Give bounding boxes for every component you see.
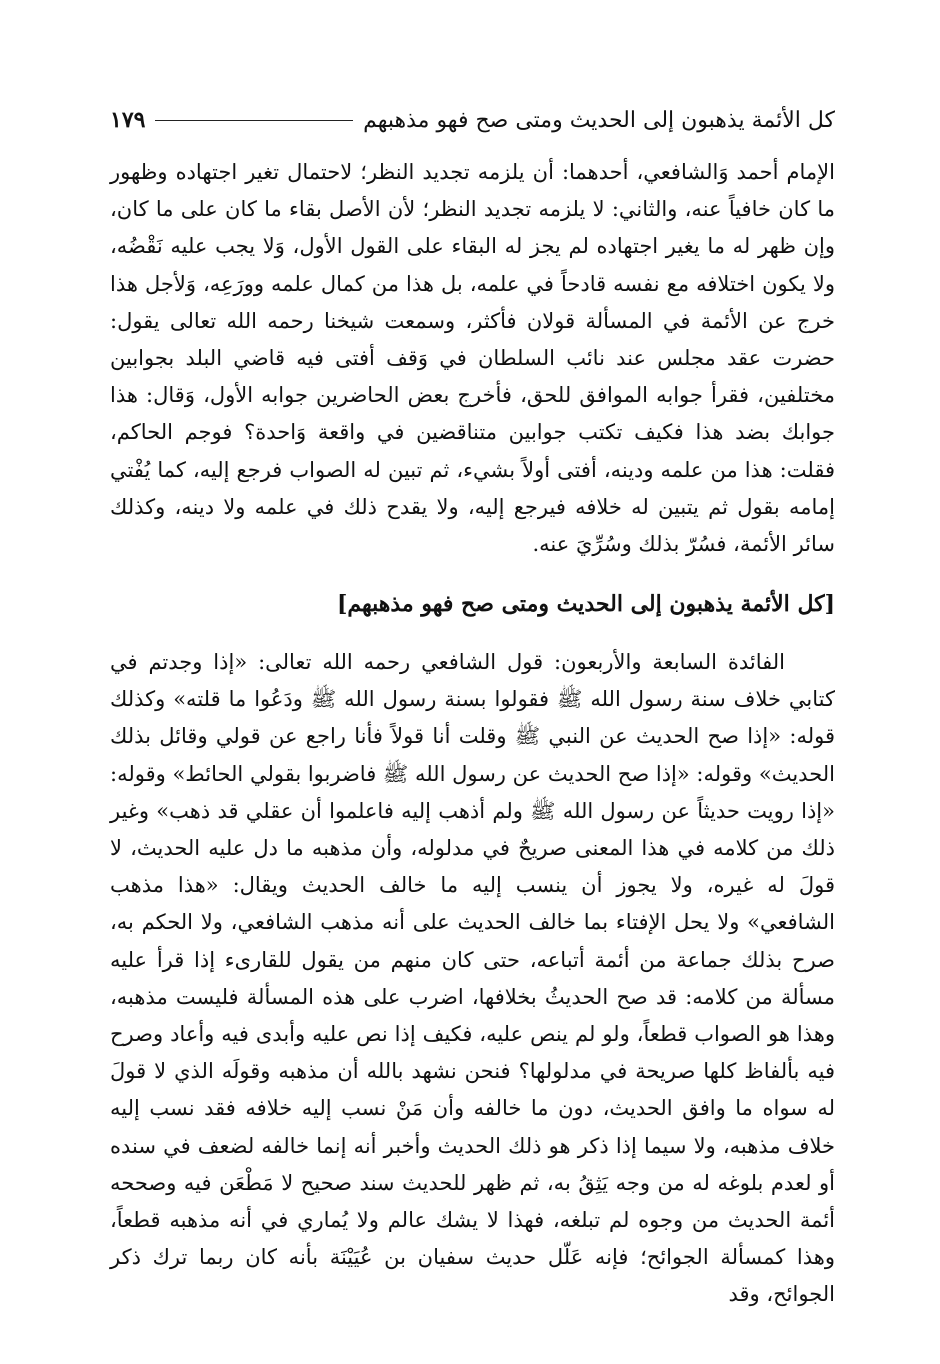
paragraph-1: الإمام أحمد وَالشافعي، أحدهما: أن يلزمه تجديد النظر؛ لاحتمال تغير اجتهاده وظهور ما كان خافياً عنه، والثاني: لا يلزمه تجديد النظر؛ لأن الأصل بقاء ما كان على ما كان، وإن ظهر له ما يغير اجتهاده لم يجز له البقاء على القول الأول، وَلا يجب عليه نَقْضُه، ولا يكون اختلافه مع نفسه قادحاً في علمه، بل هذا من كمال علمه وورَعِه، وَلأجل هذا خرج عن الأئمة في المسألة قولان فأكثر، وسمعت شيخنا رحمه الله تعالى يقول: حضرت عقد مجلس عند نائب السلطان في وَقف أفتى فيه قاضي البلد بجوابين مختلفين، فقرأ جوابه الموافق للحق، فأخرج بعض الحاضرين جوابه الأول، وَقال: هذا جوابك بضد هذا فكيف تكتب جوابين متناقضين في واقعة وَاحدة؟ فوجم الحاكم، فقلت: هذا من علمه ودينه، أفتى أولاً بشيء، ثم تبين له الصواب فرجع إليه، كما يُفْتي إمامه بقول ثم يتبين له خلافه فيرجع إليه، ولا يقدح ذلك في علمه ولا دينه، وكذلك سائر الأئمة، فسُرّ بذلك وسُرِّيَ عنه.	[110, 160, 835, 557]
paragraph-2: الفائدة السابعة والأربعون: قول الشافعي رحمه الله تعالى: «إذا وجدتم في كتابي خلاف سنة رسول الله ﷺ فقولوا بسنة رسول الله ﷺ ودَعُوا ما قلته» وكذلك قوله: «إذا صح الحديث عن النبي ﷺ وقلت أنا قولاً فأنا راجع عن قولي وقائل بذلك الحديث» وقوله: «إذا صح الحديث عن رسول الله ﷺ فاضربوا بقولي الحائط» وقوله: «إذا رويت حديثاً عن رسول الله ﷺ ولم أذهب إليه فاعلموا أن عقلي قد ذهب» وغير ذلك من كلامه في هذا المعنى صريحٌ في مدلوله، وأن مذهبه ما دل عليه الحديث، لا قولَ له غيره، ولا يجوز أن ينسب إليه ما خالف الحديث ويقال: «هذا مذهب الشافعي» ولا يحل الإفتاء بما خالف الحديث على أنه مذهب الشافعي، ولا الحكم به، صرح بذلك جماعة من أئمة أتباعه، حتى كان منهم من يقول للقارىء إذا قرأ عليه مسألة من كلامه: قد صح الحديثُ بخلافها، اضرب على هذه المسألة فليست مذهبه، وهذا هو الصواب قطعاً، ولو لم ينص عليه، فكيف إذا نص عليه وأبدى فيه وأعاد وصرح فيه بألفاظ كلها صريحة في مدلولها؟ فنحن نشهد بالله أن مذهبه وقولَه الذي لا قولَ له سواه ما وافق الحديث، دون ما خالفه وأن مَنْ نسب إليه خلافه فقد نسب إليه خلاف مذهبه، ولا سيما إذا ذكر هو ذلك الحديث وأخبر أنه إنما خالفه لضعف في سنده أو لعدم بلوغه له من وجه يَثِقُ به، ثم ظهر للحديث سند صحيح لا مَطْعَن فيه وصححه أئمة الحديث من وجوه لم تبلغه، فهذا لا يشك عالم ولا يُماري في أنه مذهبه قطعاً، وهذا كمسألة الجوائح؛ فإنه عَلّل حديث سفيان بن عُيَيْنَة بأنه كان ربما ترك ذكر الجوائح، وقد	[110, 650, 835, 1307]
page-number: ١٧٩	[110, 107, 146, 133]
running-header-title: كل الأئمة يذهبون إلى الحديث ومتى صح فهو مذهبهم	[363, 107, 835, 133]
running-header	[110, 100, 835, 140]
section-heading: [كل الأئمة يذهبون إلى الحديث ومتى صح فهو مذهبهم]	[336, 591, 835, 617]
header-rule	[155, 120, 353, 121]
